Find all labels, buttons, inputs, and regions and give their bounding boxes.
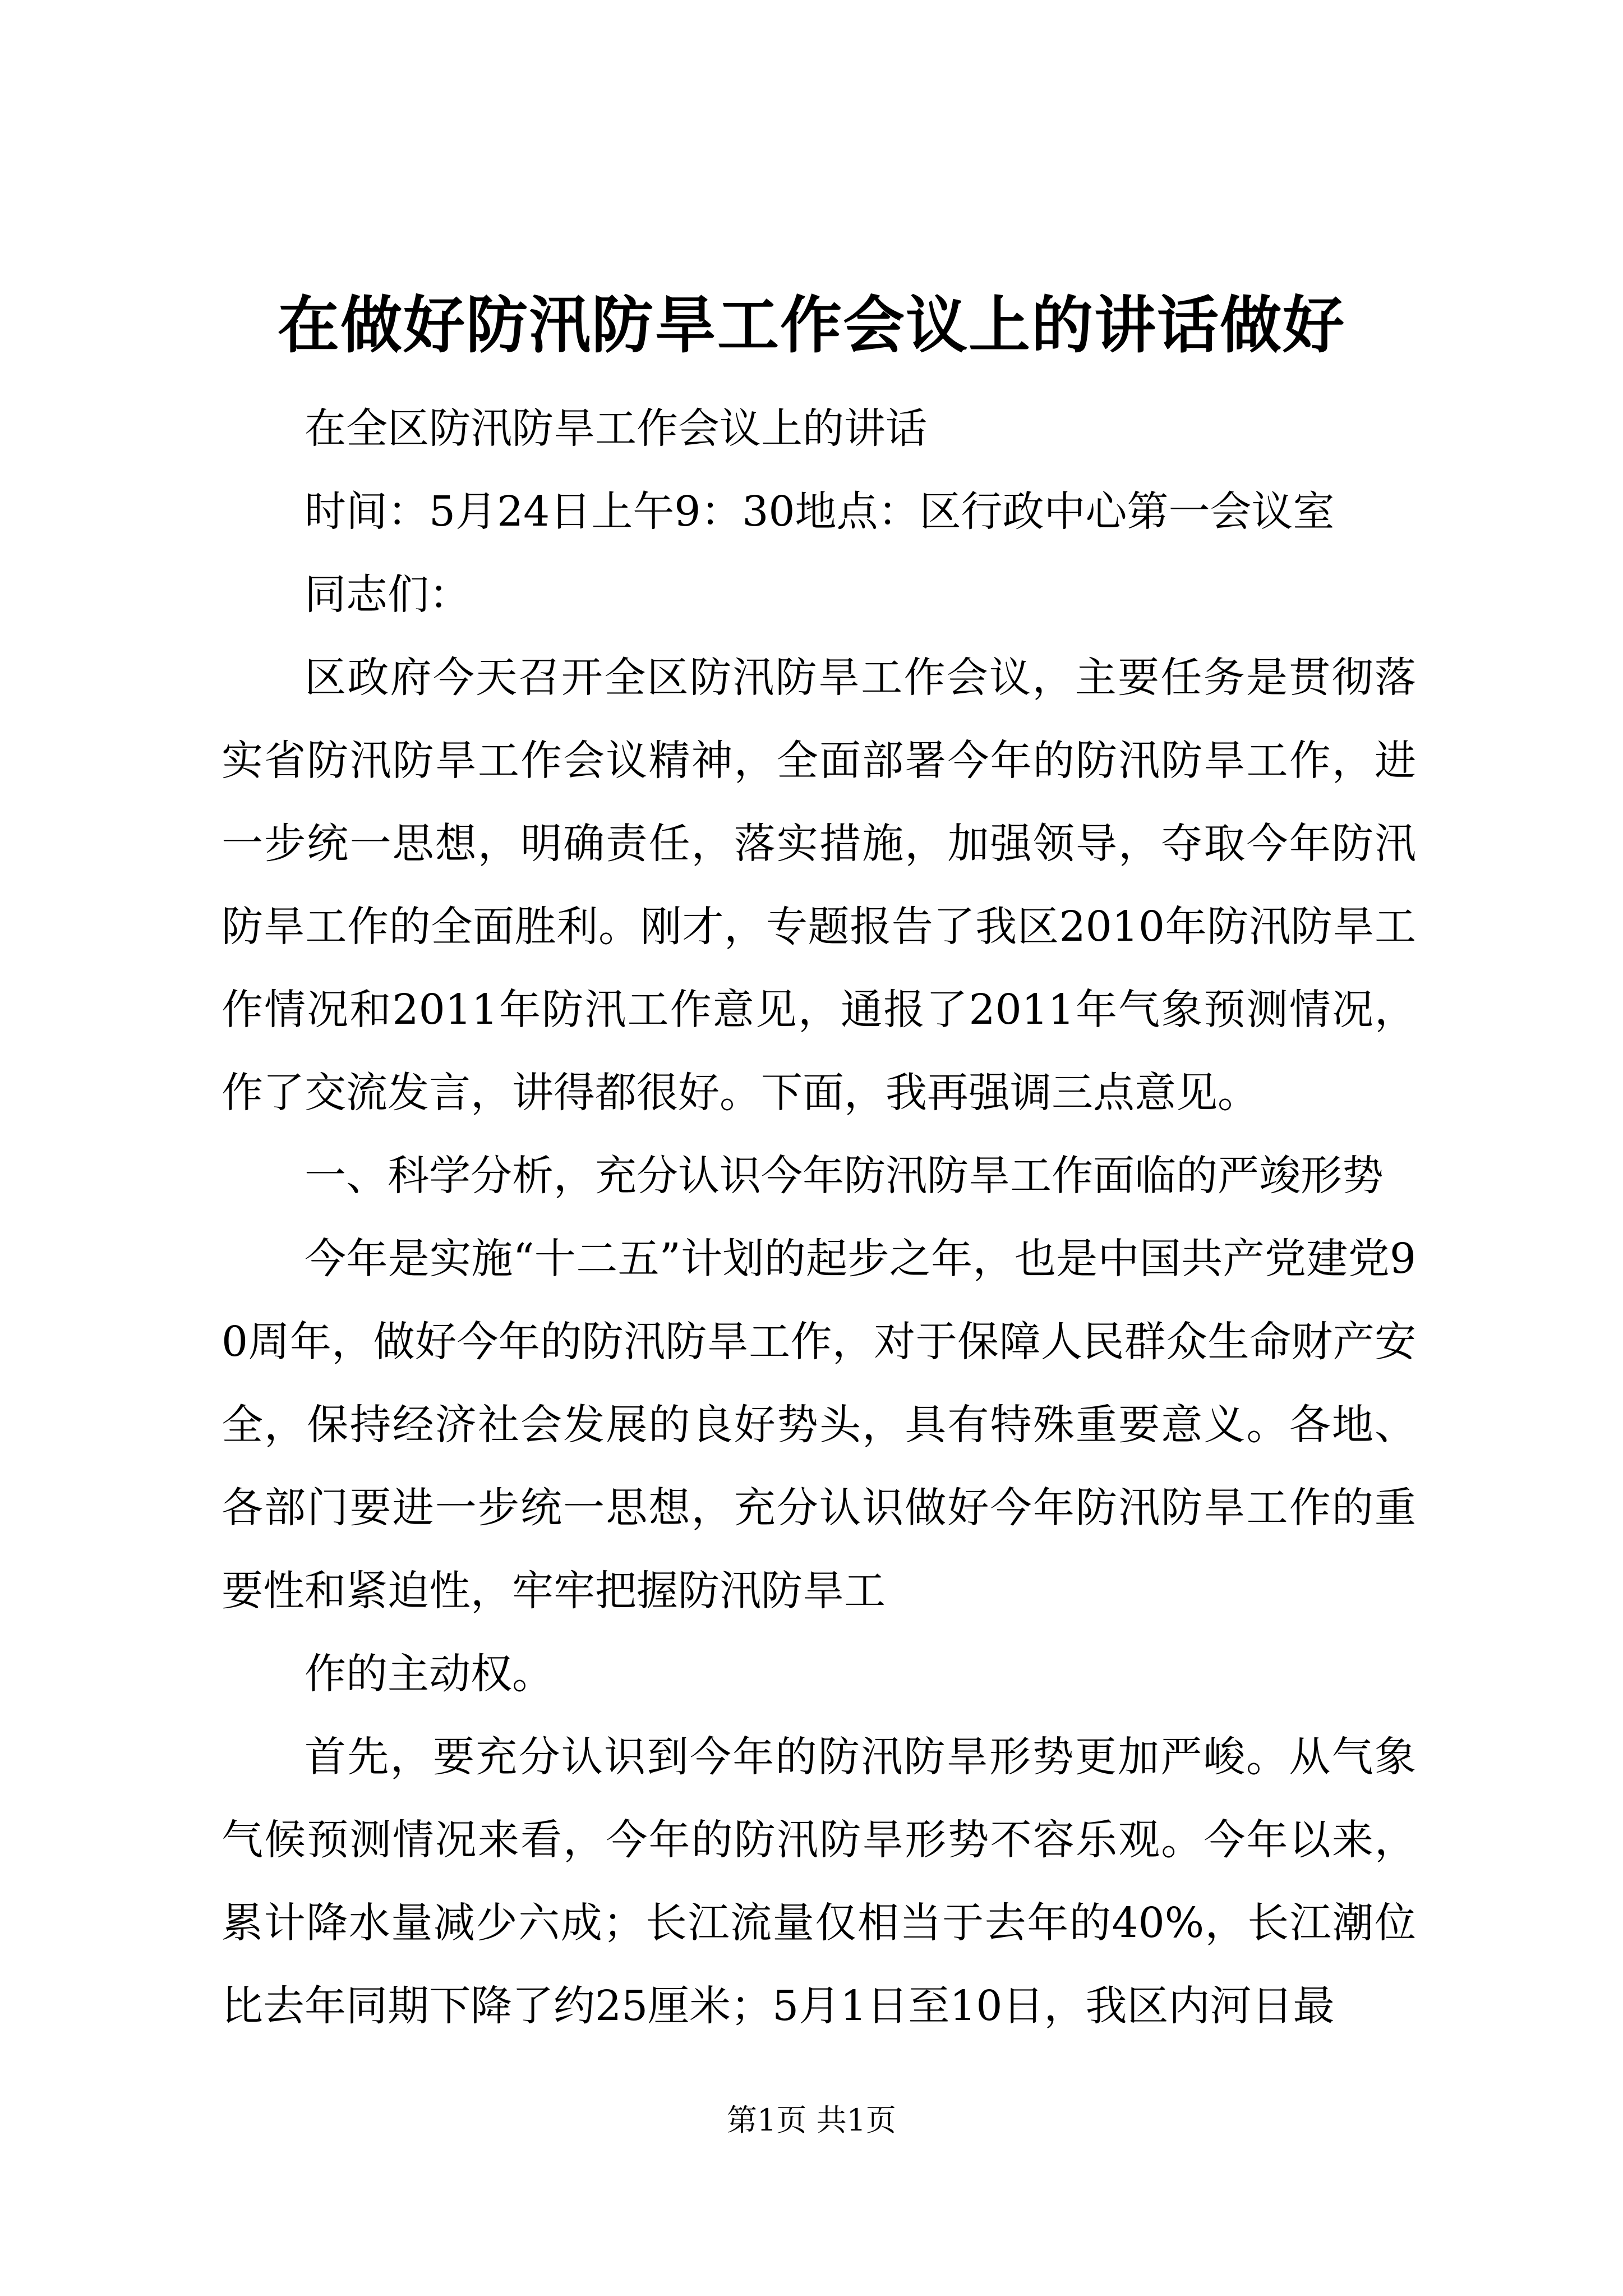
body-paragraph: 首先，要充分认识到今年的防汛防旱形势更加严峻。从气象气候预测情况来看，今年的防汛防旱形势不容乐观。今年以来，累计降水量减少六成；长江流量仅相当于去年的40%，长江潮位比去年同期下降了约25厘米；5月1日至10日，我区内河日最 (222, 1733, 1416, 2030)
time-location-paragraph: 时间：5月24日上午9：30地点：区行政中心第一会议室 (305, 487, 1335, 536)
body-paragraph: 作的主动权。 (305, 1650, 554, 1698)
salutation-paragraph: 同志们： (305, 570, 471, 619)
document-title: 在做好防汛防旱工作会议上的讲话做好 (278, 289, 1345, 361)
document-body (222, 387, 1416, 2047)
body-paragraph: 今年是实施“十二五”计划的起步之年，也是中国共产党建党90周年，做好今年的防汛防旱工作，对于保障人民群众生命财产安全，保持经济社会发展的良好势头，具有特殊重要意义。各地、各部门要进一步统一思想，充分认识做好今年防汛防旱工作的重要性和紧迫性，牢牢把握防汛防旱工 (222, 1235, 1416, 1615)
section-heading: 一、科学分析，充分认识今年防汛防旱工作面临的严竣形势 (305, 1152, 1384, 1200)
body-paragraph: 区政府今天召开全区防汛防旱工作会议，主要任务是贯彻落实省防汛防旱工作会议精神，全面部署今年的防汛防旱工作，进一步统一思想，明确责任，落实措施，加强领导，夺取今年防汛防旱工作的全面胜利。刚才，专题报告了我区2010年防汛防旱工作情况和2011年防汛工作意见，通报了2011年气象预测情况，作了交流发言，讲得都很好。下面，我再强调三点意见。 (222, 654, 1416, 1117)
page-footer: 第1页 共1页 (727, 2102, 896, 2138)
subtitle-paragraph: 在全区防汛防旱工作会议上的讲话 (305, 404, 927, 453)
